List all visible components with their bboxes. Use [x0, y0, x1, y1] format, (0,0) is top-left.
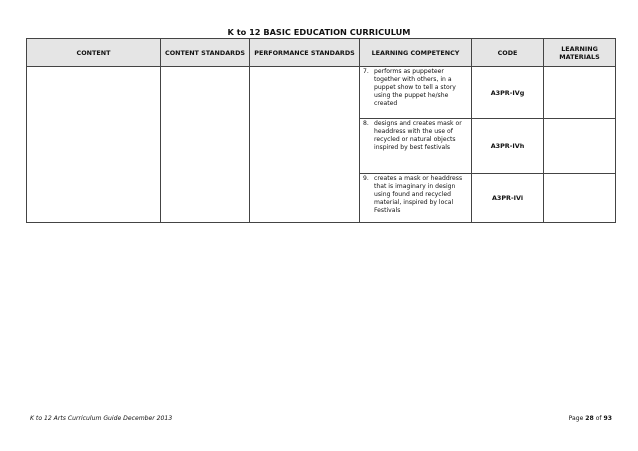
learning-materials-cell	[544, 174, 616, 223]
competency-text: performs as puppeteer together with others, in a puppet show to tell a story using the puppet he/she created	[374, 68, 456, 108]
header-performance-standards: PERFORMANCE STANDARDS	[250, 39, 360, 67]
header-code: CODE	[472, 39, 544, 67]
header-content-standards: CONTENT STANDARDS	[161, 39, 250, 67]
curriculum-table	[26, 38, 616, 223]
code-cell: A3PR-IVh	[472, 119, 544, 174]
learning-materials-cell	[544, 119, 616, 174]
content-cell	[27, 67, 161, 223]
header-learning-materials: LEARNING MATERIALS	[544, 39, 616, 67]
footer-guide-title: K to 12 Arts Curriculum Guide December 2013	[30, 415, 173, 422]
competency-cell	[360, 67, 472, 119]
header-content: CONTENT	[27, 39, 161, 67]
competency-number: 9.	[363, 175, 369, 182]
page-total: 93	[603, 415, 612, 422]
competency-number: 8.	[363, 120, 369, 127]
learning-materials-cell	[544, 67, 616, 119]
code-cell: A3PR-IVi	[472, 174, 544, 223]
page-number	[569, 414, 612, 423]
competency-text: designs and creates mask or headdress with the use of recycled or natural objects inspired by best festivals	[374, 120, 462, 152]
page-of: of	[595, 415, 602, 422]
performance-standards-cell	[250, 67, 360, 223]
page-current: 28	[585, 415, 594, 422]
header-row	[27, 39, 616, 67]
content-standards-cell	[161, 67, 250, 223]
competency-text: creates a mask or headdress that is imaginary in design using found and recycled material, inspired by local Festivals	[374, 175, 463, 215]
competency-cell	[360, 174, 472, 223]
header-learning-competency: LEARNING COMPETENCY	[360, 39, 472, 67]
competency-number: 7.	[363, 68, 369, 75]
competency-cell	[360, 119, 472, 174]
page-label: Page	[568, 415, 584, 422]
page-title: K to 12 BASIC EDUCATION CURRICULUM	[227, 27, 411, 37]
table-row	[27, 67, 616, 119]
code-cell: A3PR-IVg	[472, 67, 544, 119]
